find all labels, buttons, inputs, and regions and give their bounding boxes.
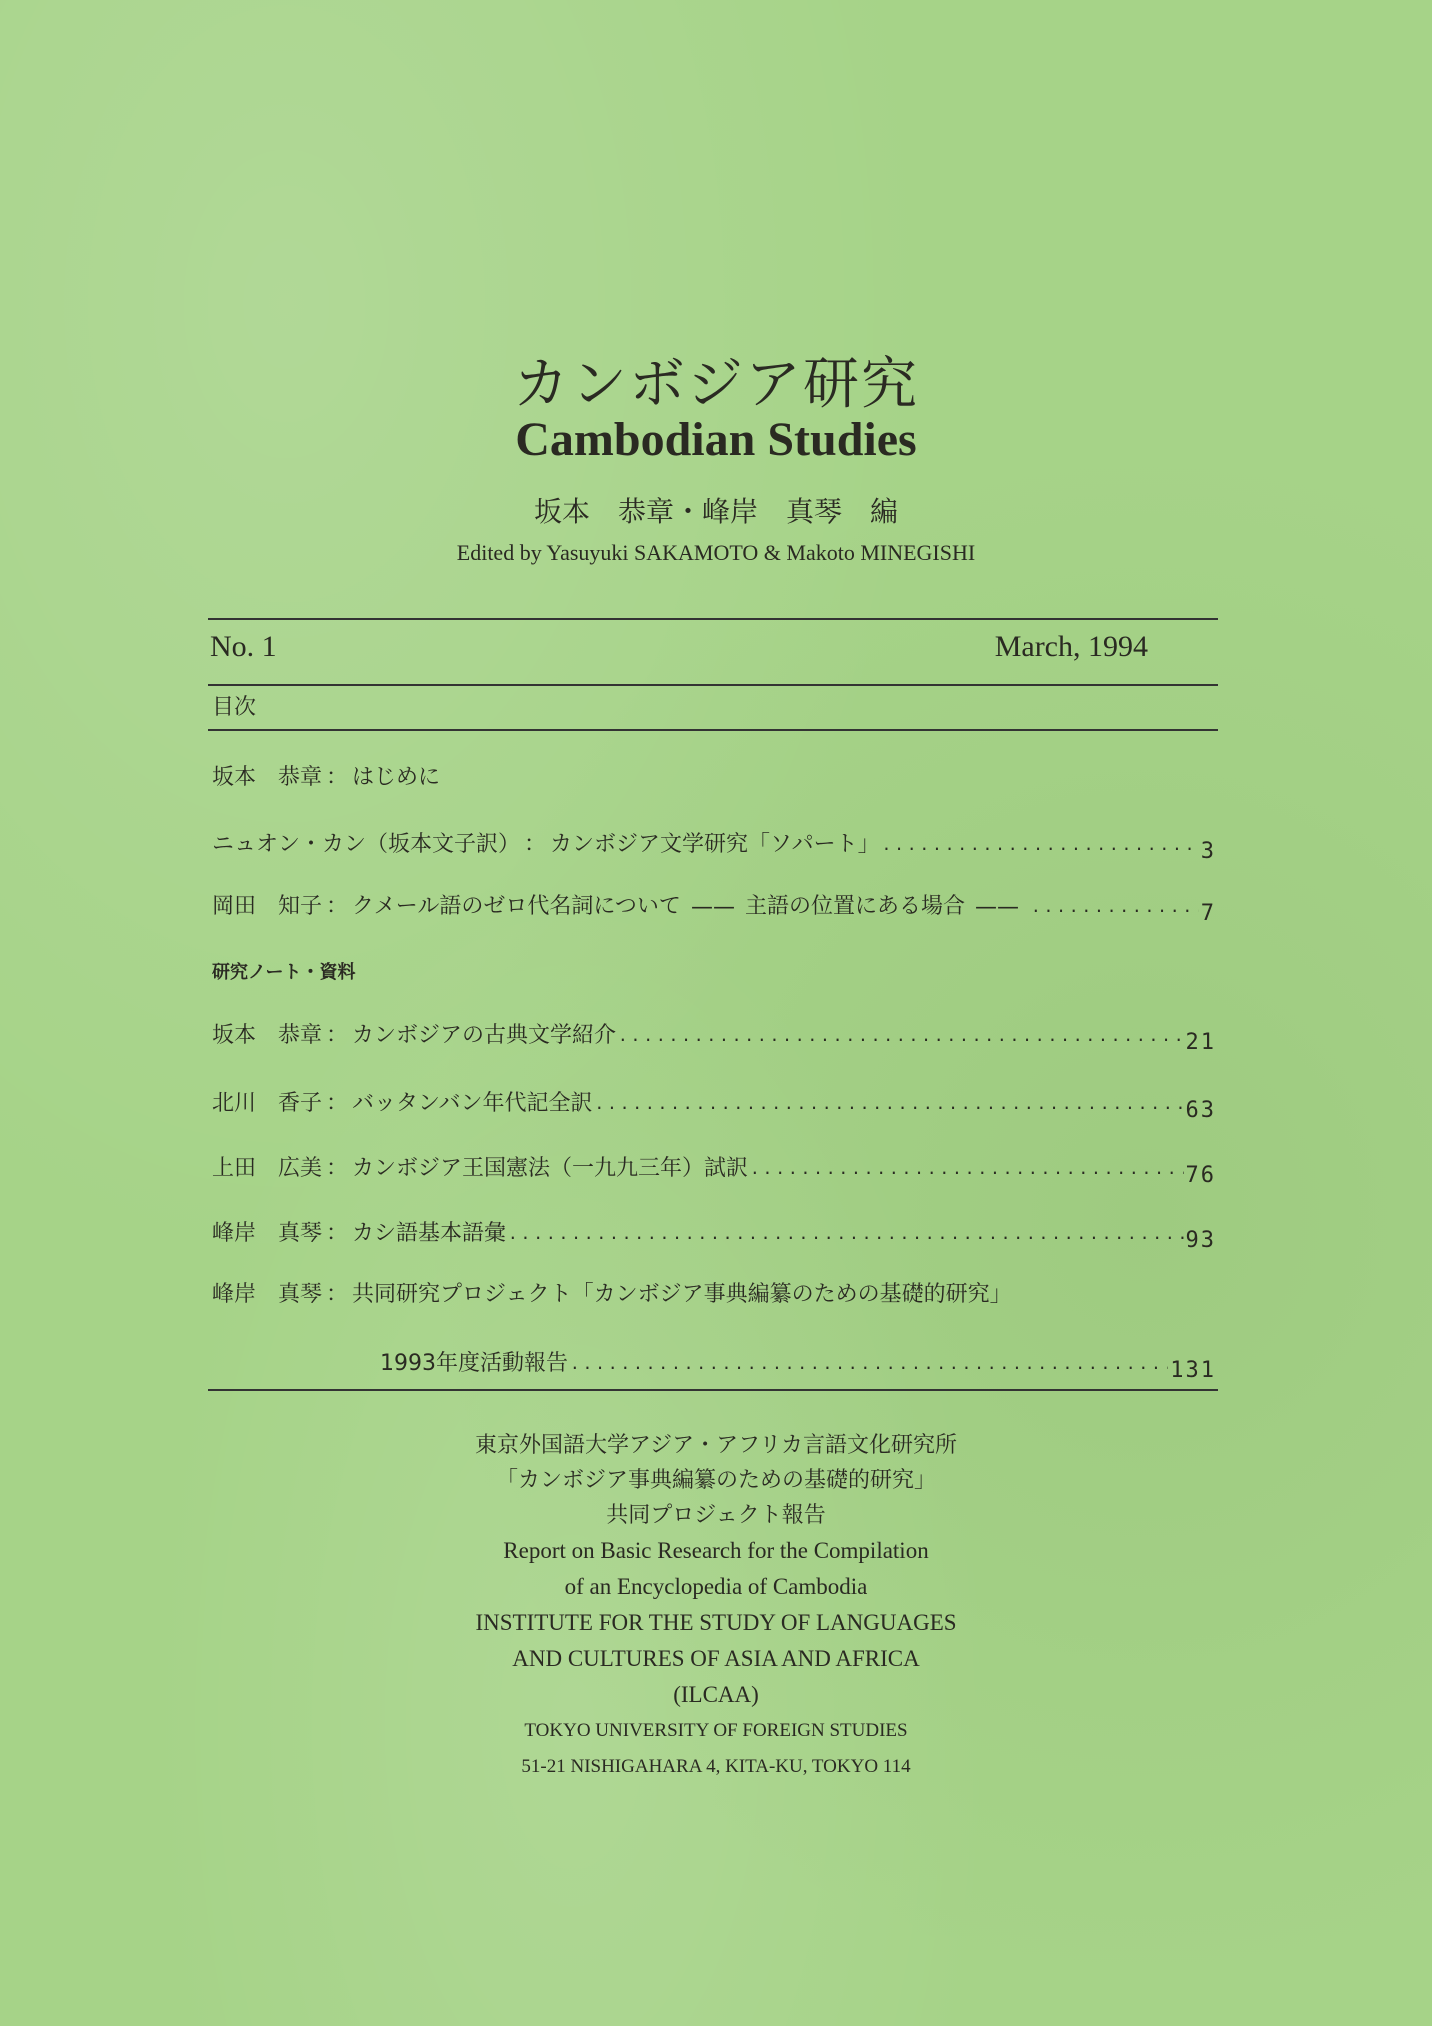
toc-entry[interactable]: 峰岸 真琴 ： カシ語基本語彙 ..... 93 <box>212 1211 1216 1247</box>
toc-title: カンボジア文学研究「ソパート」 <box>550 832 880 857</box>
toc-entry[interactable]: 坂本 恭章 ： はじめに <box>212 755 1216 791</box>
toc-entry[interactable]: ニュオン・カン（坂本文子訳） ： カンボジア文学研究「ソパート」 ..... 3 <box>212 822 1216 858</box>
toc-title: 1993年度活動報告 <box>380 1351 568 1376</box>
footer-en-line: INSTITUTE FOR THE STUDY OF LANGUAGES <box>475 1610 957 1635</box>
section-heading: 研究ノート・資料 <box>212 962 356 983</box>
footer-en-line: of an Encyclopedia of Cambodia <box>564 1574 868 1599</box>
toc-page: 76 <box>1185 1163 1216 1188</box>
footer-jp-line: 東京外国語大学アジア・アフリカ言語文化研究所 <box>474 1433 958 1458</box>
toc-title: カシ語基本語彙 <box>352 1221 507 1246</box>
bottom-rule <box>208 1389 1218 1391</box>
issue-row <box>208 630 1218 674</box>
footer-en-line: (ILCAA) <box>673 1682 759 1707</box>
toc-page: 7 <box>1200 901 1216 926</box>
toc-title: カンボジアの古典文学紹介 <box>352 1023 617 1048</box>
issue-rule <box>208 684 1218 686</box>
issue-date: March, 1994 <box>994 630 1148 663</box>
toc-title: 共同研究プロジェクト「カンボジア事典編纂のための基礎的研究」 <box>352 1282 1012 1307</box>
toc-author: 坂本 恭章 <box>212 1023 323 1048</box>
toc-page: 93 <box>1185 1228 1216 1253</box>
toc-label: 目次 <box>212 695 257 720</box>
toc-entry[interactable]: 坂本 恭章 ： カンボジアの古典文学紹介 ..... 21 <box>212 1013 1216 1049</box>
toc-subtitle: 主語の位置にある場合 <box>744 894 965 919</box>
footer-jp-line: 共同プロジェクト報告 <box>606 1503 826 1528</box>
footer-jp-line: 「カンボジア事典編纂のための基礎的研究」 <box>495 1468 936 1493</box>
toc-page: 3 <box>1200 839 1216 864</box>
title-english: Cambodian Studies <box>515 413 917 466</box>
toc-author: ニュオン・カン（坂本文子訳） <box>212 832 521 857</box>
footer-en-line: Report on Basic Research for the Compilation <box>503 1538 929 1563</box>
toc-entry-continuation[interactable] <box>380 1341 1216 1383</box>
toc-rule <box>208 729 1218 731</box>
toc-page: 63 <box>1185 1098 1216 1123</box>
footer-address: 51-21 NISHIGAHARA 4, KITA-KU, TOKYO 114 <box>521 1756 911 1777</box>
top-rule <box>208 618 1218 620</box>
toc-title: クメール語のゼロ代名詞について <box>352 894 681 919</box>
toc-page: 21 <box>1185 1030 1216 1055</box>
toc-page: 131 <box>1170 1358 1216 1383</box>
toc-author: 岡田 知子 <box>212 894 323 919</box>
editors-japanese: 坂本 恭章・峰岸 真琴 編 <box>533 495 898 528</box>
toc-author: 坂本 恭章 <box>212 765 323 790</box>
toc-entry[interactable]: 岡田 知子 ： クメール語のゼロ代名詞について —— 主語の位置にある場合 —— ..... 7 <box>212 884 1216 920</box>
toc-title: はじめに <box>352 765 441 790</box>
toc-title: カンボジア王国憲法（一九九三年）試訳 <box>352 1156 749 1181</box>
toc-author: 峰岸 真琴 <box>212 1221 323 1246</box>
toc-author: 峰岸 真琴 <box>212 1282 323 1307</box>
toc-author: 上田 広美 <box>212 1156 323 1181</box>
toc-entry[interactable]: 北川 香子 ： バッタンバン年代記全訳 ..... 63 <box>212 1081 1216 1117</box>
title-japanese: カンボジア研究 <box>513 352 919 417</box>
editors-english: Edited by Yasuyuki SAKAMOTO & Makoto MINEGISHI <box>456 540 976 565</box>
footer-university: TOKYO UNIVERSITY OF FOREIGN STUDIES <box>524 1720 908 1741</box>
toc-entry[interactable]: 峰岸 真琴 ： 共同研究プロジェクト「カンボジア事典編纂のための基礎的研究」 <box>212 1272 1216 1308</box>
toc-entry[interactable]: 上田 広美 ： カンボジア王国憲法（一九九三年）試訳 ..... 76 <box>212 1146 1216 1182</box>
toc-author: 北川 香子 <box>212 1091 323 1116</box>
footer-en-line: AND CULTURES OF ASIA AND AFRICA <box>512 1646 920 1671</box>
issue-number: No. 1 <box>210 630 277 663</box>
toc-title: バッタンバン年代記全訳 <box>352 1091 593 1116</box>
